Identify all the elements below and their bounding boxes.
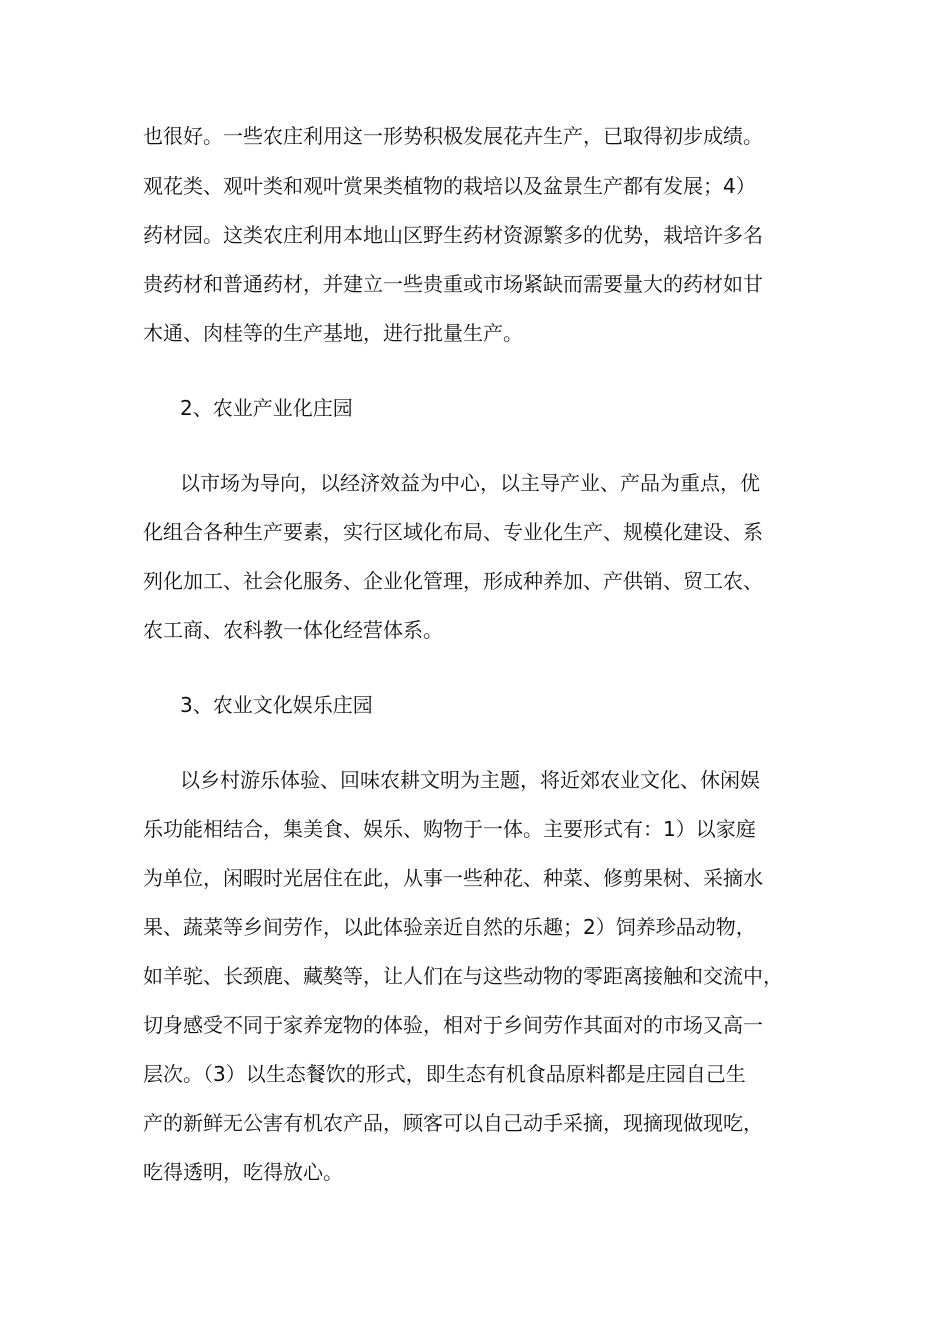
paragraph-line: 产的新鲜无公害有机农产品，顾客可以自己动手采摘，现摘现做现吃， <box>143 1111 763 1135</box>
paragraph-line: 药材园。这类农庄利用本地山区野生药材资源繁多的优势，栽培许多名 <box>143 223 763 247</box>
section-heading: 3、农业文化娱乐庄园 <box>180 693 373 717</box>
paragraph-line: 也很好。一些农庄利用这一形势积极发展花卉生产，已取得初步成绩。 <box>143 124 763 148</box>
paragraph-line: 切身感受不同于家养宠物的体验，相对于乡间劳作其面对的市场又高一 <box>143 1013 763 1037</box>
paragraph-line: 如羊驼、长颈鹿、藏獒等，让人们在与这些动物的零距离接触和交流中， <box>143 964 783 988</box>
paragraph-line: 化组合各种生产要素，实行区域化布局、专业化生产、规模化建设、系 <box>143 520 763 544</box>
paragraph-line: 农工商、农科教一体化经营体系。 <box>143 618 443 642</box>
paragraph-line: 列化加工、社会化服务、企业化管理，形成种养加、产供销、贸工农、 <box>143 569 763 593</box>
paragraph-line: 以乡村游乐体验、回味农耕文明为主题，将近郊农业文化、休闲娱 <box>180 768 760 792</box>
paragraph-line: 贵药材和普通药材，并建立一些贵重或市场紧缺而需要量大的药材如甘 <box>143 272 763 296</box>
paragraph-line: 果、蔬菜等乡间劳作，以此体验亲近自然的乐趣；2）饲养珍品动物， <box>143 915 756 939</box>
paragraph-line: 观花类、观叶类和观叶赏果类植物的栽培以及盆景生产都有发展；4） <box>143 174 756 198</box>
paragraph-line: 层次。（3）以生态餐饮的形式，即生态有机食品原料都是庄园自己生 <box>143 1062 746 1086</box>
paragraph-line: 以市场为导向，以经济效益为中心，以主导产业、产品为重点，优 <box>180 471 760 495</box>
section-heading: 2、农业产业化庄园 <box>180 396 353 420</box>
paragraph-line: 木通、肉桂等的生产基地，进行批量生产。 <box>143 321 523 345</box>
paragraph-line: 为单位，闲暇时光居住在此，从事一些种花、种菜、修剪果树、采摘水 <box>143 866 763 890</box>
paragraph-line: 吃得透明，吃得放心。 <box>143 1160 343 1184</box>
paragraph-line: 乐功能相结合，集美食、娱乐、购物于一体。主要形式有：1）以家庭 <box>143 817 756 841</box>
